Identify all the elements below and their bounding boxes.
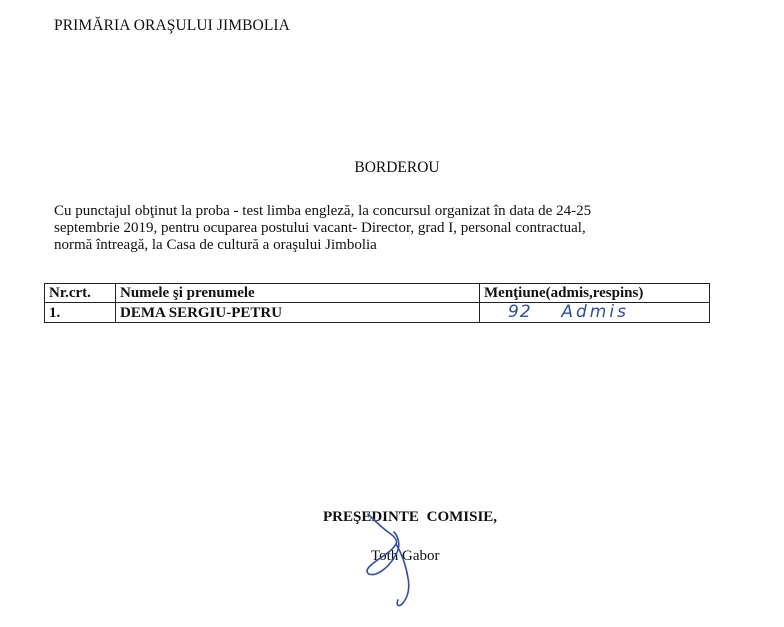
handwritten-result: Admis bbox=[561, 302, 629, 322]
table-row bbox=[45, 303, 710, 323]
header-name: Numele şi prenumele bbox=[116, 284, 480, 303]
intro-line: Cu punctajul obţinut la proba - test limba engleză, la concursul organizat în data de 24-25 bbox=[54, 203, 592, 219]
institution-header: PRIMĂRIA ORAŞULUI JIMBOLIA bbox=[54, 17, 290, 34]
signature-title: PREŞEDINTE COMISIE, bbox=[323, 509, 498, 525]
document-title: BORDEROU bbox=[354, 159, 440, 176]
header-nr: Nr.crt. bbox=[45, 284, 116, 303]
table-header-row bbox=[45, 284, 710, 303]
handwritten-score: 92 bbox=[508, 302, 532, 322]
intro-line: septembrie 2019, pentru ocuparea postului vacant- Director, grad I, personal contractual, bbox=[54, 220, 586, 236]
intro-line: normă întreagă, la Casa de cultură a oraşului Jimbolia bbox=[54, 237, 377, 253]
header-mention: Menţiune(admis,respins) bbox=[480, 284, 710, 303]
row-mention bbox=[480, 303, 710, 323]
intro-paragraph bbox=[54, 203, 714, 254]
row-nr: 1. bbox=[45, 303, 116, 323]
signature-name: Toth Gabor bbox=[371, 548, 440, 564]
results-table bbox=[44, 283, 710, 323]
row-name: DEMA SERGIU-PETRU bbox=[116, 303, 480, 323]
